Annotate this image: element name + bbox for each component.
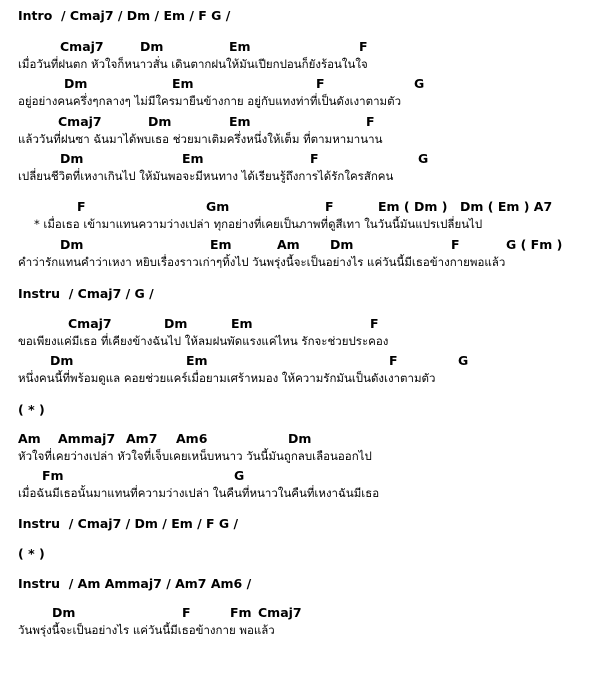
chord: G	[458, 353, 469, 368]
chord: Dm	[64, 76, 88, 91]
chord: Cmaj7	[60, 39, 104, 54]
chord: F	[451, 237, 460, 252]
chord: Cmaj7	[68, 316, 112, 331]
chord: Dm	[330, 237, 354, 252]
chord: Dm	[60, 151, 84, 166]
chord: Em	[210, 237, 232, 252]
chord: F	[316, 76, 325, 91]
chord: F	[325, 199, 334, 214]
lyric-line: วันพรุ่งนี้จะเป็นอย่างไร แค่วันนี้มีเธอข้างกาย พอแล้ว	[18, 623, 275, 637]
chord: Am7	[126, 431, 158, 446]
lyric-line: หนึ่งคนนี้ที่พร้อมดูแล คอยช่วยแคร์เมื่อยามเศร้าหมอง ให้ความรักมันเป็นดังเงาตามตัว	[18, 371, 436, 385]
lyric-line: แล้ววันที่ฝนซา ฉันมาได้พบเธอ ช่วยมาเติมครึ่งหนึ่งให้เต็ม ที่ตามหามานาน	[18, 132, 383, 146]
chord: F	[77, 199, 86, 214]
chord: Em	[186, 353, 208, 368]
chord: Em	[231, 316, 253, 331]
instru-header: Instru / Cmaj7 / G /	[18, 286, 154, 301]
repeat-marker: ( * )	[18, 546, 45, 561]
chord: F	[310, 151, 319, 166]
chord: Dm ( Em ) A7	[460, 199, 553, 214]
chord: Em ( Dm )	[378, 199, 448, 214]
chord: Em	[229, 114, 251, 129]
chord: G ( Fm )	[506, 237, 563, 252]
chord: Em	[182, 151, 204, 166]
instru-header: Instru / Cmaj7 / Dm / Em / F G /	[18, 516, 239, 531]
lyric-line: หัวใจที่เคยว่างเปล่า หัวใจที่เจ็บเคยเหน็บหนาว วันนี้มันถูกลบเลือนออกไป	[18, 449, 372, 463]
lyric-line: อยู่อย่างคนครึ่งๆกลางๆ ไม่มีใครมายืนข้างกาย อยู่กับแทงท่าที่เป็นดังเงาตามตัว	[18, 94, 402, 108]
chord: Gm	[206, 199, 230, 214]
chord: Fm	[42, 468, 64, 483]
lyric-line: เปลี่ยนชีวิตที่เหงาเกินไป ให้มันพอจะมีหนทาง ได้เรียนรู้ถึงการได้รักใครสักคน	[18, 169, 394, 183]
chord: F	[366, 114, 375, 129]
chord: Dm	[52, 605, 76, 620]
chord: F	[370, 316, 379, 331]
chord: Fm	[230, 605, 252, 620]
chord: Ammaj7	[58, 431, 116, 446]
chord: Em	[172, 76, 194, 91]
chord: Em	[229, 39, 251, 54]
chord: F	[182, 605, 191, 620]
chord: Am	[18, 431, 41, 446]
lyric-line: ขอเพียงแค่มีเธอ ที่เคียงข้างฉันไป ให้ลมฝนพัดแรงแค่ไหน รักจะช่วยประคอง	[18, 334, 389, 348]
lyric-line: * เมื่อเธอ เข้ามาแทนความว่างเปล่า ทุกอย่างที่เคยเป็นภาพที่ดูสีเทา ในวันนี้มันแปรเปลี่ยนไป	[34, 217, 483, 231]
chord: F	[359, 39, 368, 54]
chord: Dm	[288, 431, 312, 446]
chord: Dm	[140, 39, 164, 54]
lyric-line: คำว่ารักแทนคำว่าเหงา หยิบเรื่องราวเก่าๆทิ้งไป วันพรุ่งนี้จะเป็นอย่างไร แค่วันนี้มีเธอข้างกายพอแล้ว	[18, 255, 506, 269]
repeat-marker: ( * )	[18, 402, 45, 417]
chord: Dm	[50, 353, 74, 368]
chord: Am	[277, 237, 300, 252]
chord: Dm	[148, 114, 172, 129]
chord: G	[414, 76, 425, 91]
chord: Am6	[176, 431, 208, 446]
intro-header: Intro / Cmaj7 / Dm / Em / F G /	[18, 8, 231, 23]
lyric-line: เมื่อวันที่ฝนตก หัวใจก็หนาวสั่น เดินตากฝนให้มันเปียกปอนก็ยังร้อนในใจ	[18, 57, 368, 71]
chord: F	[389, 353, 398, 368]
chord: Cmaj7	[258, 605, 302, 620]
chord: Dm	[164, 316, 188, 331]
chord: G	[234, 468, 245, 483]
instru-header: Instru / Am Ammaj7 / Am7 Am6 /	[18, 576, 252, 591]
chord: Cmaj7	[58, 114, 102, 129]
chord: G	[418, 151, 429, 166]
lyric-line: เมื่อฉันมีเธอนั้นมาแทนที่ความว่างเปล่า ในคืนที่หนาวในคืนที่เหงาฉันมีเธอ	[18, 486, 380, 500]
chord: Dm	[60, 237, 84, 252]
